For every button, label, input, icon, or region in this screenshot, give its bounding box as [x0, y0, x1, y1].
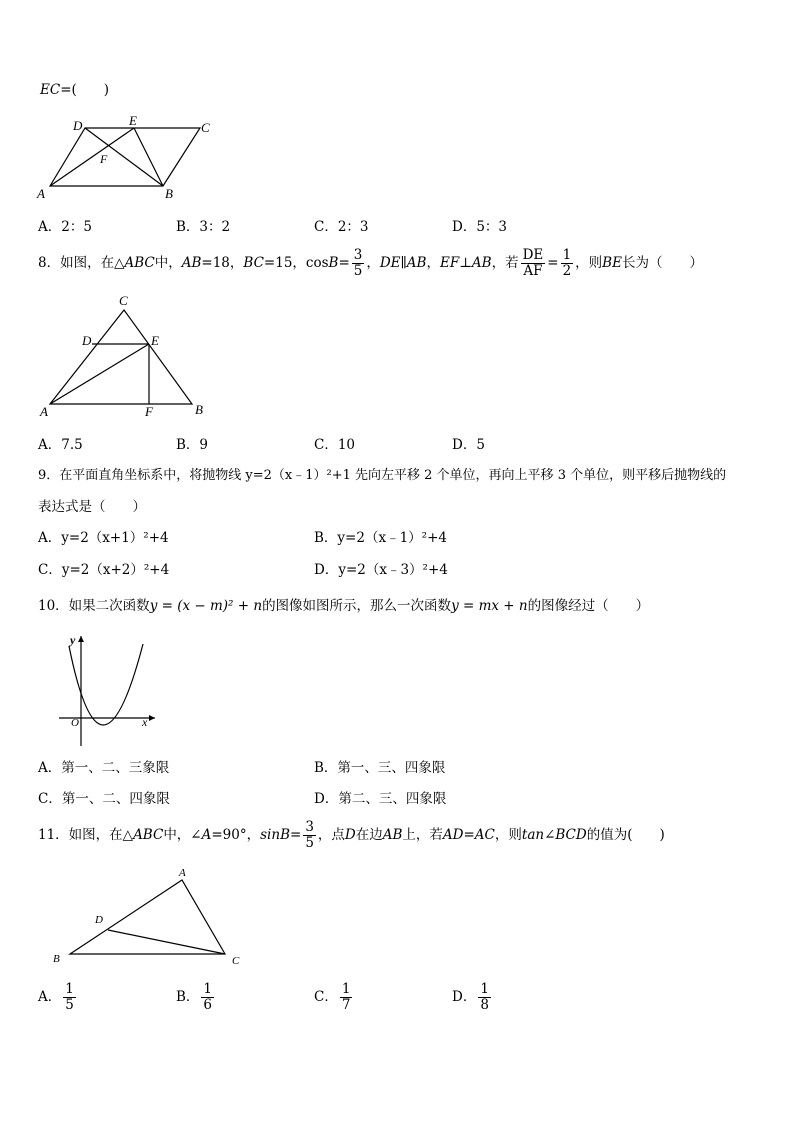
q8-option-d[interactable]: D．5 [452, 437, 485, 453]
q8-line-AE [50, 344, 149, 404]
q8-option-a[interactable]: A．7.5 [38, 437, 83, 453]
q11-option-d[interactable]: D． $\frac{1}{8}$ [452, 981, 489, 1013]
q8-label-C: C [119, 293, 128, 308]
q11-option-b[interactable]: B． $\frac{1}{6}$ [176, 981, 213, 1013]
q7-option-b[interactable]: B．3：2 [176, 219, 231, 235]
q7-option-c[interactable]: C．2：3 [314, 219, 369, 235]
q10-parabola-curve [69, 644, 143, 725]
q11-label-D: D [95, 914, 103, 926]
q8-label-F: F [145, 404, 153, 419]
q8-triangle-abc [50, 310, 192, 404]
q10-linear-formula: y = mx + n [451, 598, 528, 614]
q9-option-d[interactable]: D．y=2（x﹣3）²+4 [314, 562, 448, 578]
q10-label-y: y [70, 633, 76, 647]
q11-line-CD [108, 930, 225, 954]
q8-label-D: D [82, 333, 92, 348]
q9-option-b[interactable]: B．y=2（x﹣1）²+4 [314, 530, 447, 546]
q8-label-A: A [40, 404, 48, 419]
q11-label-A: A [179, 867, 186, 879]
q8-label-B: B [195, 402, 203, 417]
q11-triangle-abc [70, 880, 225, 954]
q9-stem-line2: 表达式是（ ） [38, 499, 146, 515]
q8-fraction-de-af: $\frac{DE}{AF}$ [522, 247, 544, 279]
q11-label-C: C [232, 955, 240, 967]
q7-label-E: E [129, 113, 137, 128]
q10-option-c[interactable]: C．第一、二、四象限 [38, 791, 170, 807]
q7-line-AE [50, 128, 134, 186]
q8-fraction-cosb: $\frac{3}{5}$ [353, 247, 363, 279]
q8-stem: 8．如图，在△ABC中，AB=18，BC=15，cosB= $\frac{3}{5}$ ，DE∥AB，EF⊥AB，若 $\frac{DE}{AF}$ = $\frac{1}{2}$ ，则BE长为（ ） [38, 247, 703, 279]
q8-option-c[interactable]: C．10 [314, 437, 356, 453]
q10-label-origin: O [71, 717, 79, 729]
q9-stem-line1: 9．在平面直角坐标系中，将抛物线 y=2（x﹣1）²+1 先向左平移 2 个单位，再向上平移 3 个单位，则平移后抛物线的 [38, 468, 727, 483]
q11-stem: 11．如图，在△ABC中，∠A=90°，sinB= $\frac{3}{5}$ ，点D在边AB上，若AD=AC，则tan∠BCD的值为( ) [38, 819, 665, 851]
q8-option-b[interactable]: B．9 [176, 437, 209, 453]
q10-option-b[interactable]: B．第一、三、四象限 [314, 760, 446, 776]
q10-label-x: x [142, 715, 148, 729]
q7-label-F: F [100, 152, 108, 166]
q10-quadratic-formula: y = (x − m)² + n [149, 598, 263, 614]
q11-option-c[interactable]: C． $\frac{1}{7}$ [314, 981, 351, 1013]
q7-option-d[interactable]: D．5：3 [452, 219, 508, 235]
q8-label-E: E [151, 333, 159, 348]
q8-triangle-figure [30, 290, 220, 420]
q9-option-a[interactable]: A．y=2（x+1）²+4 [38, 530, 169, 546]
q7-option-a[interactable]: A．2：5 [38, 219, 92, 235]
q7-label-B: B [165, 186, 173, 201]
q11-label-B: B [53, 953, 60, 965]
q11-option-a[interactable]: A． $\frac{1}{5}$ [38, 981, 74, 1013]
q7-parallelogram-figure [30, 110, 230, 205]
q7-label-A: A [37, 186, 45, 201]
q7-tail: EC=( ) [40, 82, 110, 98]
q7-label-C: C [201, 120, 210, 135]
q10-stem: 10．如果二次函数y = (x − m)² + n的图像如图所示，那么一次函数y = mx + n的图像经过（ ） [38, 598, 650, 614]
q8-fraction-half: $\frac{1}{2}$ [562, 247, 572, 279]
q7-label-D: D [73, 118, 83, 133]
q7-line-DB [85, 128, 163, 186]
q10-x-arrow-icon [149, 715, 155, 721]
q11-triangle-figure [45, 862, 255, 972]
q10-y-arrow-icon [78, 636, 84, 642]
q9-option-c[interactable]: C．y=2（x+2）²+4 [38, 562, 170, 578]
q10-option-d[interactable]: D．第二、三、四象限 [314, 791, 447, 807]
q7-line-EB [134, 128, 163, 186]
q10-parabola-figure [55, 630, 165, 748]
q11-fraction-sinb: $\frac{3}{5}$ [305, 819, 314, 851]
q10-option-a[interactable]: A．第一、二、三象限 [38, 760, 170, 776]
